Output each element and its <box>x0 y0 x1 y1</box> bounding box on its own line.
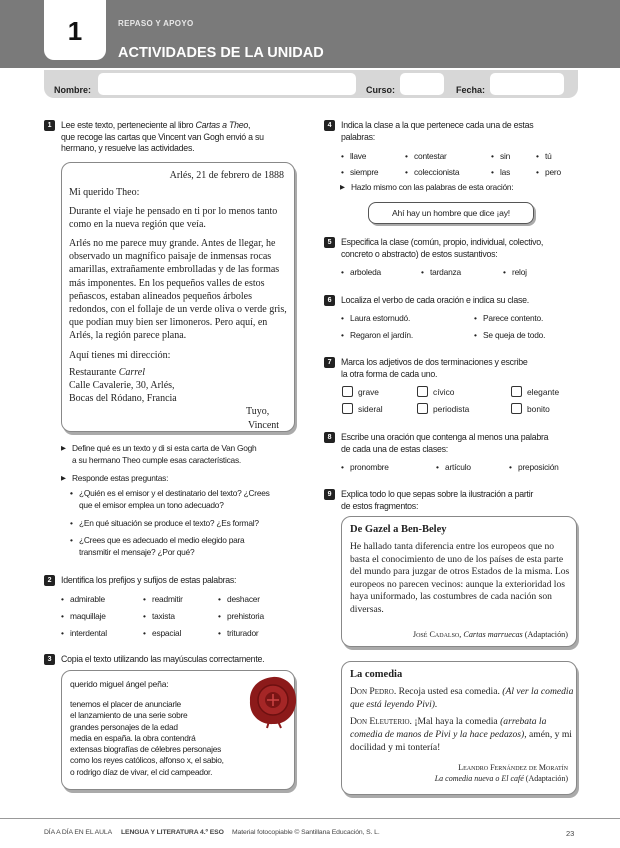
checkbox-sideral[interactable] <box>342 403 353 414</box>
letter-address <box>69 366 145 379</box>
section-kicker: REPASO Y APOYO <box>118 19 194 28</box>
unit-number: 1 <box>67 16 83 46</box>
stage-direction: (Al ver la comedia que está leyendo Pivi). <box>350 686 574 710</box>
dialogue-text: , amén, y mi docilidad y mi tontería! <box>350 728 572 753</box>
letter-signature: Vincent <box>248 420 280 431</box>
sentence-item: • Regaron el jardín. <box>350 330 413 340</box>
word-item: • tardanza <box>430 267 461 277</box>
word-item: • deshacer <box>227 594 260 604</box>
word-item: • siempre <box>350 167 378 177</box>
student-info-bar <box>44 70 578 98</box>
word-item: • prehistoria <box>227 611 264 621</box>
word-item: • tú <box>545 151 552 161</box>
speaker-name: Don Eleuterio. <box>350 716 412 727</box>
fragment-note: (Adaptación) <box>523 774 568 783</box>
word-item: • preposición <box>518 462 559 472</box>
page-footer <box>0 818 620 848</box>
page-number: 23 <box>566 829 575 838</box>
sentence-text: Ahí hay un hombre que dice ¡ay! <box>391 208 510 218</box>
word-item: • reloj <box>512 267 527 277</box>
question-8 <box>324 432 584 454</box>
name-field[interactable] <box>98 73 356 95</box>
checkbox-label: bonito <box>527 404 550 414</box>
word-item: • coleccionista <box>414 167 459 177</box>
question-number: 5 <box>324 237 335 248</box>
copy-line: extensas biografías de célebres personajes <box>70 744 222 755</box>
footer-subject: LENGUA Y LITERATURA 4.º ESO <box>121 829 224 836</box>
copy-line: media en españa. la obra contendrá <box>70 732 196 743</box>
fragment-title: La comedia <box>350 669 403 680</box>
fragment-work: Cartas marruecas <box>463 630 523 639</box>
address-line: Bocas del Ródano, Francia <box>69 393 177 404</box>
copy-greeting: querido miguel ángel peña: <box>70 679 169 689</box>
fragment-author: Leandro Fernández de Moratín <box>458 763 568 772</box>
word-item: • contestar <box>414 151 447 161</box>
address-line: Restaurante <box>69 367 119 378</box>
word-item: • maquillaje <box>70 611 106 621</box>
copy-line: o rodrigo díaz de vivar, el cid campeador. <box>70 766 213 777</box>
checkbox-label: periodista <box>433 404 470 414</box>
book-title: Cartas a Theo <box>195 120 249 130</box>
question-9 <box>324 489 584 511</box>
prompt-text: Escribe una oración que contenga al menos una palabra <box>341 432 549 442</box>
dialogue-line-2 <box>350 716 574 754</box>
prompt-text: Indica la clase a la que pertenece cada una de estas <box>341 120 534 130</box>
question-number: 9 <box>324 489 335 500</box>
prompt-text: Lee este texto, perteneciente al libro <box>61 120 196 130</box>
prompt-text: palabras: <box>341 131 375 142</box>
question-6 <box>324 295 584 307</box>
checkbox-label: cívico <box>433 387 455 397</box>
footer-series: DÍA A DÍA EN EL AULA <box>44 829 113 836</box>
prompt-text: que recoge las cartas que Vincent van Gogh envió a su <box>61 131 264 142</box>
fragment-author: José Cadalso, <box>412 630 464 639</box>
fragment-work: La comedia nueva o El café <box>434 774 524 783</box>
fragment-box-2 <box>341 661 577 795</box>
address-line: Calle Cavalerie, 30, Arlés, <box>69 380 175 391</box>
task-text: a su hermano Theo cumple esas características. <box>72 454 241 465</box>
sentence-item: • Parece contento. <box>483 313 543 323</box>
word-item: • las <box>500 167 510 177</box>
task-1b: ▶ Responde estas preguntas: <box>72 473 168 485</box>
checkbox-bonito[interactable] <box>511 403 522 414</box>
prompt-text: Localiza el verbo de cada oración e indica su clase. <box>341 295 529 305</box>
question-text: ¿Quién es el emisor y el destinatario del texto? ¿Crees <box>79 488 270 498</box>
copy-line: el lanzamiento de una serie sobre <box>70 710 188 721</box>
prompt-text: de estos fragmentos: <box>341 500 419 511</box>
footer-copyright: Material fotocopiable © Santillana Educación, S. L. <box>232 829 380 836</box>
question-number: 6 <box>324 295 335 306</box>
sentence-item: • Laura estornudó. <box>350 313 410 323</box>
word-item: • llave <box>350 151 366 161</box>
word-item: • artículo <box>445 462 471 472</box>
task-1a <box>72 443 256 466</box>
word-item: • espacial <box>152 628 181 638</box>
course-label: Curso: <box>366 85 395 95</box>
word-item: • taxista <box>152 611 175 621</box>
question-1 <box>44 120 304 153</box>
word-item: • pronombre <box>350 462 389 472</box>
sentence-item: • Se queja de todo. <box>483 330 545 340</box>
question-number: 8 <box>324 432 335 443</box>
prompt-text: de cada una de estas clases: <box>341 443 448 454</box>
question-item: ¿En qué situación se produce el texto? ¿Es formal? <box>79 518 259 528</box>
word-item: • triturador <box>227 628 259 638</box>
page-title: ACTIVIDADES DE LA UNIDAD <box>118 45 324 61</box>
prompt-text: hermano, y resuelve las actividades. <box>61 143 195 153</box>
fragment-title: De Gazel a Ben-Beley <box>350 524 447 535</box>
question-text: transmitir el mensaje? ¿Por qué? <box>79 546 195 557</box>
fragment-source <box>435 762 568 784</box>
letter-copy-box <box>61 670 295 790</box>
wax-seal-icon <box>246 673 300 729</box>
word-item: • pero <box>545 167 561 177</box>
question-number: 4 <box>324 120 335 131</box>
checkbox-label: grave <box>358 387 379 397</box>
question-7 <box>324 357 584 379</box>
task-4: ▶ Hazlo mismo con las palabras de esta oración: <box>351 182 513 194</box>
checkbox-label: sideral <box>358 404 383 414</box>
question-number: 2 <box>44 575 55 586</box>
word-item: • interdental <box>70 628 107 638</box>
checkbox-grave[interactable] <box>342 386 353 397</box>
checkbox-elegante[interactable] <box>511 386 522 397</box>
speaker-name: Don Pedro. <box>350 686 397 697</box>
prompt-text: Especifica la clase (común, propio, individual, colectivo, <box>341 237 544 247</box>
course-field[interactable] <box>400 73 444 95</box>
prompt-text: la otra forma de cada uno. <box>341 368 438 379</box>
letter-box <box>61 162 295 432</box>
question-2 <box>44 575 304 587</box>
word-item: • admirable <box>70 594 105 604</box>
copy-line: tenemos el placer de anunciarle <box>70 699 181 709</box>
dialogue-line-1 <box>350 686 574 712</box>
copy-line: como los reyes católicos, alfonso x, el sabio, <box>70 755 224 766</box>
letter-closing: Tuyo, <box>246 406 270 417</box>
prompt-text: Marca los adjetivos de dos terminaciones y escribe <box>341 357 528 367</box>
question-5 <box>324 237 584 259</box>
copy-line: grandes personajes de la edad <box>70 721 178 732</box>
fragment-box-1 <box>341 516 577 647</box>
letter-greeting: Mi querido Theo: <box>69 187 140 198</box>
prompt-text: Copia el texto utilizando las mayúsculas correctamente. <box>61 654 265 664</box>
checkbox-label: elegante <box>527 387 560 397</box>
checkbox-civico[interactable] <box>417 386 428 397</box>
question-text: ¿Crees que es adecuado el medio elegido para <box>79 535 245 545</box>
letter-date: Arlés, 21 de febrero de 1888 <box>169 170 284 181</box>
dialogue-text: Recoja usted esa comedia. <box>396 686 503 697</box>
question-text: que el emisor emplea un tono adecuado? <box>79 499 224 510</box>
prompt-text: concreto o abstracto) de estos sustantivos: <box>341 248 498 259</box>
letter-paragraph: Arlés no me parece muy grande. Antes de llegar, he observado un magnífico paisaje de inmensas rocas amarillas, extrañamente embrolladas y de las formas más imponentes. En los pequeños valles de estos peñascos, estaban alineados pequeños árboles redondos, con el follaje de un verde oliva o verde gris, que podían muy bien ser limoneros. Pero aquí, en Arlés, la región parece plana. <box>69 238 287 342</box>
question-number: 7 <box>324 357 335 368</box>
question-number: 1 <box>44 120 55 131</box>
letter-paragraph: Durante el viaje he pensado en ti por lo menos tanto como en la nueva región que veía. <box>69 206 278 231</box>
page-header <box>0 0 620 68</box>
sentence-box <box>368 202 534 224</box>
date-label: Fecha: <box>456 85 486 95</box>
fragment-note: (Adaptación) <box>522 630 568 639</box>
letter-paragraph: Aquí tienes mi dirección: <box>69 350 171 361</box>
word-item: • readmitir <box>152 594 183 604</box>
prompt-text: Explica todo lo que sepas sobre la ilustración a partir <box>341 489 534 499</box>
copy-body <box>70 699 224 778</box>
question-item <box>79 535 244 558</box>
name-label: Nombre: <box>54 85 92 95</box>
question-4 <box>324 120 584 142</box>
question-3 <box>44 654 314 666</box>
question-number: 3 <box>44 654 55 665</box>
restaurant-name: Carrel <box>118 367 146 378</box>
stage-direction: (arrebata la comedia de manos de Pivi y la hace pedazos) <box>350 716 547 740</box>
fragment-text: He hallado tanta diferencia entre los europeos que no basta el conocimiento de uno de los países de esta parte del mundo para juzgar de otros Estados de la misma. Los europeos no parecen vecinos: aunque la exterioridad los haya uniformado, las costumbres de cada nación son diversas. <box>350 541 570 615</box>
checkbox-periodista[interactable] <box>417 403 428 414</box>
dialogue-text: ¡Mal haya la comedia <box>411 716 501 727</box>
unit-number-tab <box>44 0 106 60</box>
date-field[interactable] <box>490 73 564 95</box>
prompt-text: , <box>248 120 251 130</box>
fragment-source <box>413 628 568 641</box>
task-text: Define qué es un texto y di si esta carta de Van Gogh <box>72 443 257 453</box>
word-item: • sin <box>500 151 510 161</box>
question-item <box>79 488 270 511</box>
prompt-text: Identifica los prefijos y sufijos de estas palabras: <box>61 575 237 585</box>
word-item: • arboleda <box>350 267 381 277</box>
